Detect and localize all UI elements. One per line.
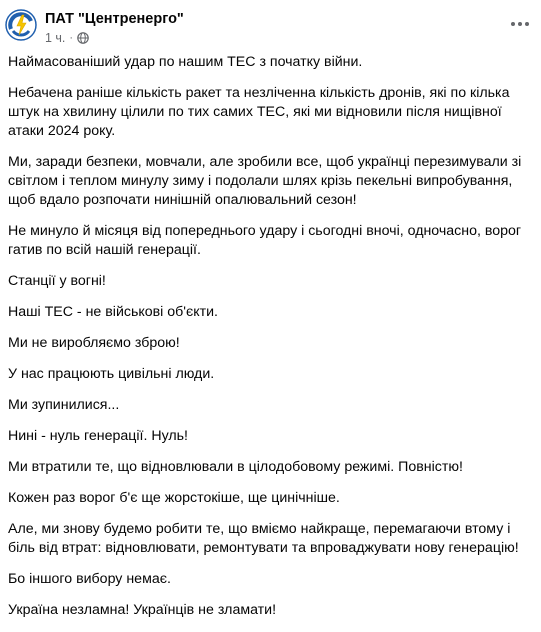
post-paragraph: Ми, заради безпеки, мовчали, але зробили все, щоб українці перезимували зі світлом і теплом минулу зиму і подолали шлях крізь пекельні випробування, щоб вдало розпочати нинішній опалювальний сезон! <box>8 154 522 208</box>
post-paragraph: Наші ТЕС - не військові об'єкти. <box>8 304 218 320</box>
post-paragraph: Не минуло й місяця від попереднього удару і сьогодні вночі, одночасно, ворог гатив по всій нашій генерації. <box>8 223 522 258</box>
meta-separator: · <box>69 32 74 44</box>
post-paragraph: Нині - нуль генерації. Нуль! <box>8 428 188 444</box>
post-paragraph: Ми не виробляємо зброю! <box>8 335 180 351</box>
post-body <box>8 53 534 632</box>
post-paragraph: Кожен раз ворог б'є ще жорстокіше, ще цинічніше. <box>8 490 340 506</box>
post-paragraph: Наймасованіший удар по нашим ТЕС з початку війни. <box>8 54 363 70</box>
post-paragraph: Ми втратили те, що відновлювали в цілодобовому режимі. Повністю! <box>8 459 463 475</box>
post-header <box>0 0 541 50</box>
more-options-button[interactable] <box>506 10 534 38</box>
post-paragraph: Небачена раніше кількість ракет та незліченна кількість дронів, які по кілька штук на хвилину цілили по тих самих ТЕС, які ми відновили після нищівної атаки 2024 року. <box>8 85 510 139</box>
post-meta <box>45 31 89 45</box>
post-paragraph: Станції у вогні! <box>8 273 106 289</box>
post-paragraph: Україна незламна! Українців не зламати! <box>8 602 277 618</box>
post-paragraph: Бо іншого вибору немає. <box>8 571 171 587</box>
page-name-link[interactable]: ПАТ "Центренерго" <box>45 11 184 27</box>
post-paragraph: Ми зупинилися... <box>8 397 120 413</box>
page-avatar[interactable] <box>5 9 37 41</box>
post-paragraph: У нас працюють цивільні люди. <box>8 366 215 382</box>
post-timestamp[interactable]: 1 ч. <box>45 31 66 45</box>
globe-icon[interactable] <box>77 32 89 44</box>
post-paragraph: Але, ми знову будемо робити те, що вміємо найкраще, перемагаючи втому і біль від втрат: відновлювати, ремонтувати та впроваджувати нову генерацію! <box>8 521 519 556</box>
centrenergo-logo-icon <box>5 9 37 41</box>
more-options-icon <box>511 22 515 26</box>
